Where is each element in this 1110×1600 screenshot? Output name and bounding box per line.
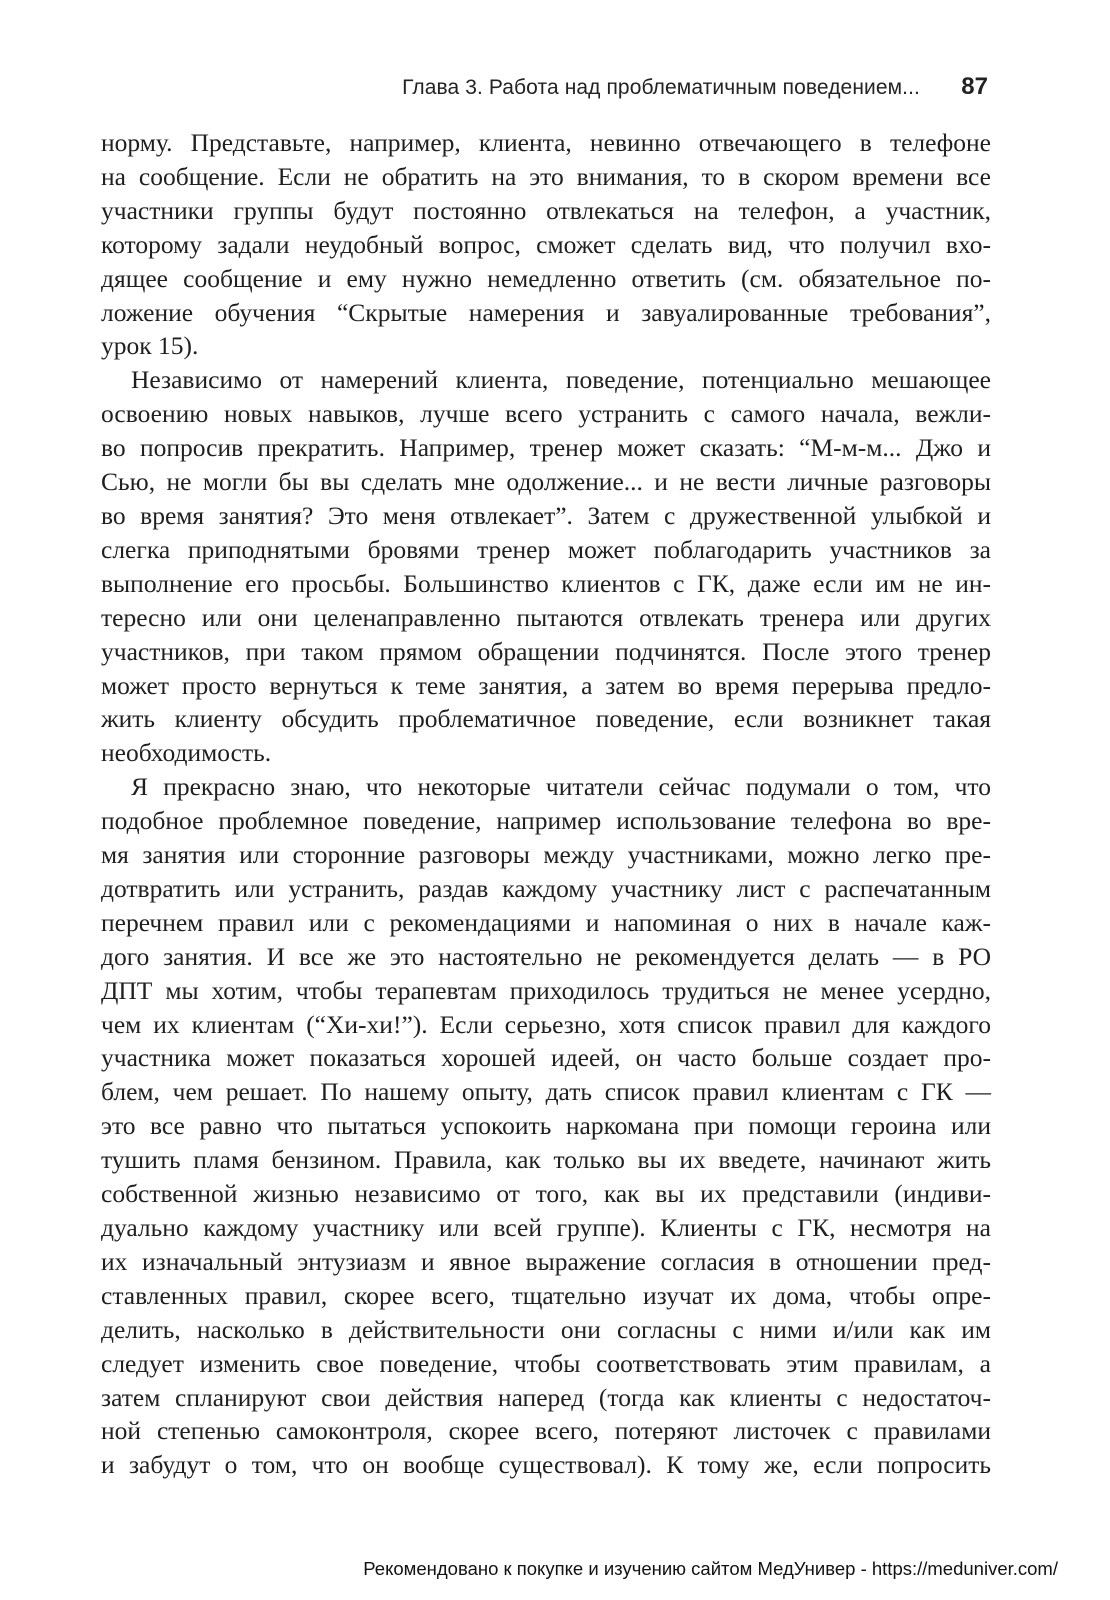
chapter-title: Глава 3. Работа над проблематичным поведением... xyxy=(402,76,920,99)
text-line: Я прекрасно знаю, что некоторые читатели сейчас подумали о том, что xyxy=(131,772,991,802)
text-line: Сью, не могли бы вы сделать мне одолжение... и не вести личные разговоры xyxy=(101,467,991,497)
text-line: блем, чем решает. По нашему опыту, дать список правил клиентам с ГК — xyxy=(101,1077,991,1107)
text-line: дящее сообщение и ему нужно немедленно ответить (см. обязательное по- xyxy=(101,263,991,293)
text-line: затем спланируют свои действия наперед (тогда как клиенты с недостаточ- xyxy=(101,1382,991,1412)
text-line: Независимо от намерений клиента, поведение, потенциально мешающее xyxy=(131,365,991,395)
text-line: норму. Представьте, например, клиента, невинно отвечающего в телефоне xyxy=(101,128,991,157)
text-line: участника может показаться хорошей идеей, он часто больше создает про- xyxy=(101,1043,991,1073)
text-line: перечнем правил или с рекомендациями и напоминая о них в начале каж- xyxy=(101,907,991,937)
text-line: выполнение его просьбы. Большинство клиентов с ГК, даже если им не ин- xyxy=(101,568,991,598)
text-line: делить, насколько в действительности они согласны с ними и/или как им xyxy=(101,1314,991,1344)
text-line: и забудут о том, что он вообще существовал). К тому же, если попросить xyxy=(101,1450,991,1480)
text-line: ДПТ мы хотим, чтобы терапевтам приходилось трудиться не менее усердно, xyxy=(101,975,991,1005)
text-line: слегка приподнятыми бровями тренер может поблагодарить участников за xyxy=(101,534,991,564)
text-line: чем их клиентам (“Хи-хи!”). Если серьезно, хотя список правил для каждого xyxy=(101,1009,991,1039)
paragraph-3 xyxy=(101,770,991,1482)
page-number: 87 xyxy=(961,73,988,100)
text-line: их изначальный энтузиазм и явное выражение согласия в отношении пред- xyxy=(101,1246,991,1276)
text-line: дуально каждому участнику или всей группе). Клиенты с ГК, несмотря на xyxy=(101,1213,991,1242)
paragraph-2 xyxy=(101,363,991,770)
text-line: во попросив прекратить. Например, тренер может сказать: “М-м-м... Джо и xyxy=(101,433,991,463)
text-line: подобное проблемное поведение, например использование телефона во вре- xyxy=(101,806,991,836)
text-line: дого занятия. И все же это настоятельно не рекомендуется делать — в РО xyxy=(101,941,991,971)
text-line: участников, при таком прямом обращении подчинятся. После этого тренер xyxy=(101,636,991,666)
text-line: ной степенью самоконтроля, скорее всего, потеряют листочек с правилами xyxy=(101,1416,991,1446)
text-line: на сообщение. Если не обратить на это внимания, то в скором времени все xyxy=(101,161,991,191)
text-line: следует изменить свое поведение, чтобы соответствовать этим правилам, а xyxy=(101,1348,991,1378)
text-line: может просто вернуться к теме занятия, а затем во время перерыва предло- xyxy=(101,670,991,700)
text-line: мя занятия или сторонние разговоры между участниками, можно легко пре- xyxy=(101,840,991,870)
body-text xyxy=(101,126,991,1482)
text-line: необходимость. xyxy=(101,738,272,768)
text-line: урок 15). xyxy=(101,331,199,361)
running-head xyxy=(100,70,1100,106)
text-line: тересно или они целенаправленно пытаются отвлекать тренера или других xyxy=(101,602,991,632)
footer-watermark: Рекомендовано к покупке и изучению сайтом МедУнивер - https://meduniver.com/ xyxy=(363,1558,1058,1579)
text-line: участники группы будут постоянно отвлекаться на телефон, а участник, xyxy=(101,195,991,225)
text-line: это все равно что пытаться успокоить наркомана при помощи героина или xyxy=(101,1111,991,1141)
text-line: тушить пламя бензином. Правила, как только вы их введете, начинают жить xyxy=(101,1145,991,1175)
text-line: освоению новых навыков, лучше всего устранить с самого начала, вежли- xyxy=(101,399,991,429)
text-line: во время занятия? Это меня отвлекает”. Затем с дружественной улыбкой и xyxy=(101,500,991,530)
paragraph-1 xyxy=(101,126,991,363)
text-line: собственной жизнью независимо от того, как вы их представили (индиви- xyxy=(101,1179,991,1209)
text-line: ложение обучения “Скрытые намерения и завуалированные требования”, xyxy=(101,297,991,327)
text-line: жить клиенту обсудить проблематичное поведение, если возникнет такая xyxy=(101,704,991,734)
text-line: которому задали неудобный вопрос, сможет сделать вид, что получил вхо- xyxy=(101,229,991,259)
text-line: ставленных правил, скорее всего, тщательно изучат их дома, чтобы опре- xyxy=(101,1280,991,1310)
text-line: дотвратить или устранить, раздав каждому участнику лист с распечатанным xyxy=(101,873,991,903)
